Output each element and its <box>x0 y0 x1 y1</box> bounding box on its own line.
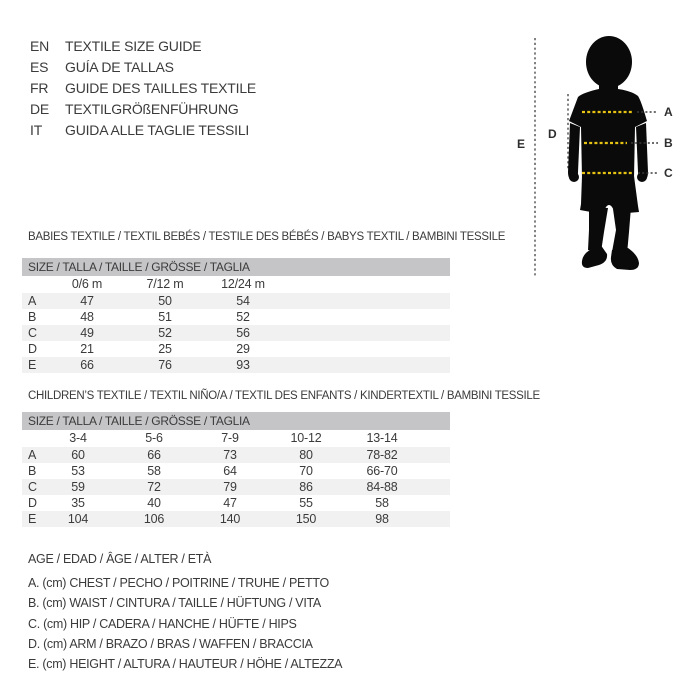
cell: 93 <box>204 357 282 373</box>
measurement-legend <box>28 549 342 674</box>
language-code: DE <box>30 101 50 117</box>
table-row <box>22 479 450 495</box>
cell: 64 <box>223 464 237 478</box>
cell: 58 <box>147 464 161 478</box>
cell: 53 <box>71 464 85 478</box>
cell: 78-82 <box>344 447 420 463</box>
table-row <box>22 463 450 479</box>
row-label: D <box>28 342 37 356</box>
language-code: FR <box>30 80 49 96</box>
cell: 104 <box>40 511 116 527</box>
language-row <box>30 57 256 78</box>
cell: 35 <box>71 496 85 510</box>
row-label: E <box>22 511 40 527</box>
cell: 70 <box>299 464 313 478</box>
cell: 55 <box>299 496 313 510</box>
label-height: E <box>517 137 526 151</box>
table-row <box>22 325 450 341</box>
column-header: 7/12 m <box>146 277 184 291</box>
guide-title: GUIDA ALLE TAGLIE TESSILI <box>65 122 250 138</box>
cell: 58 <box>375 496 389 510</box>
table-row <box>22 309 450 325</box>
label-arm: D <box>548 127 557 141</box>
cell: 76 <box>126 357 204 373</box>
babies-column-headers <box>22 276 450 293</box>
column-header: 3-4 <box>69 431 87 445</box>
table-row <box>22 293 450 309</box>
legend-line-chest: A. (cm) CHEST / PECHO / POITRINE / TRUHE / PETTO <box>28 576 329 591</box>
language-code: ES <box>30 59 49 75</box>
table-row <box>22 357 450 373</box>
cell: 49 <box>48 325 126 341</box>
legend-line-waist: B. (cm) WAIST / CINTURA / TAILLE / HÜFTUNG / VITA <box>28 596 321 611</box>
cell: 66-70 <box>366 464 398 478</box>
row-label: C <box>22 325 48 341</box>
cell: 47 <box>48 293 126 309</box>
babies-size-header-bar: SIZE / TALLA / TAILLE / GRÖSSE / TAGLIA <box>22 258 450 276</box>
table-row <box>22 511 450 527</box>
guide-title: TEXTILE SIZE GUIDE <box>65 38 202 54</box>
language-row <box>30 78 256 99</box>
cell: 25 <box>158 342 172 356</box>
guide-title: GUIDE DES TAILLES TEXTILE <box>65 80 257 96</box>
column-header: 12/24 m <box>221 277 265 291</box>
cell: 52 <box>126 325 204 341</box>
row-label: B <box>28 310 37 324</box>
language-row <box>30 36 256 57</box>
label-chest: A <box>664 105 673 119</box>
cell: 150 <box>268 511 344 527</box>
cell: 72 <box>116 479 192 495</box>
guide-title: TEXTILGRÖßENFÜHRUNG <box>65 101 239 117</box>
legend-line-height: E. (cm) HEIGHT / ALTURA / HAUTEUR / HÖHE / ALTEZZA <box>28 657 343 672</box>
column-header: 5-6 <box>145 431 163 445</box>
language-title-list <box>30 36 256 141</box>
column-header: 13-14 <box>366 431 398 445</box>
cell: 80 <box>268 447 344 463</box>
cell: 84-88 <box>344 479 420 495</box>
children-size-table <box>22 430 450 527</box>
row-label: A <box>22 447 40 463</box>
cell: 140 <box>192 511 268 527</box>
row-label: D <box>28 496 37 510</box>
legend-line-arm: D. (cm) ARM / BRAZO / BRAS / WAFFEN / BRACCIA <box>28 636 313 651</box>
column-header: 7-9 <box>221 431 239 445</box>
children-size-header-bar: SIZE / TALLA / TAILLE / GRÖSSE / TAGLIA <box>22 412 450 430</box>
cell: 56 <box>204 325 282 341</box>
cell: 98 <box>344 511 420 527</box>
legend-line-age: AGE / EDAD / ÂGE / ALTER / ETÀ <box>28 552 212 566</box>
cell: 40 <box>147 496 161 510</box>
table-row <box>22 341 450 357</box>
cell: 73 <box>192 447 268 463</box>
language-row <box>30 120 256 141</box>
language-code: EN <box>30 38 50 54</box>
cell: 79 <box>192 479 268 495</box>
cell: 106 <box>116 511 192 527</box>
row-label: A <box>22 293 48 309</box>
cell: 59 <box>40 479 116 495</box>
table-row <box>22 447 450 463</box>
child-silhouette <box>568 36 648 270</box>
children-section-title: CHILDREN’S TEXTILE / TEXTIL NIÑO/A / TEXTIL DES ENFANTS / KINDERTEXTIL / BAMBINI TESSILE <box>28 390 540 402</box>
cell: 50 <box>126 293 204 309</box>
cell: 86 <box>268 479 344 495</box>
language-row <box>30 99 256 120</box>
babies-size-table <box>22 276 450 373</box>
cell: 51 <box>158 310 172 324</box>
row-label: B <box>28 464 37 478</box>
row-label: E <box>22 357 48 373</box>
column-header: 0/6 m <box>71 277 103 291</box>
label-waist: B <box>664 136 673 150</box>
cell: 21 <box>80 342 94 356</box>
guide-title: GUÍA DE TALLAS <box>65 59 174 75</box>
babies-section-title: BABIES TEXTILE / TEXTIL BEBÉS / TESTILE DES BÉBÉS / BABYS TEXTIL / BAMBINI TESSILE <box>28 231 506 243</box>
cell: 66 <box>116 447 192 463</box>
cell: 66 <box>48 357 126 373</box>
language-code: IT <box>30 122 43 138</box>
children-column-headers <box>22 430 450 447</box>
table-row <box>22 495 450 511</box>
column-header: 10-12 <box>290 431 322 445</box>
child-measurement-figure <box>498 28 693 290</box>
cell: 52 <box>236 310 250 324</box>
cell: 29 <box>236 342 250 356</box>
legend-line-hip: C. (cm) HIP / CADERA / HANCHE / HÜFTE / HIPS <box>28 616 297 631</box>
cell: 60 <box>40 447 116 463</box>
cell: 48 <box>80 310 94 324</box>
row-label: C <box>22 479 40 495</box>
label-hip: C <box>664 166 673 180</box>
cell: 47 <box>223 496 237 510</box>
cell: 54 <box>204 293 282 309</box>
